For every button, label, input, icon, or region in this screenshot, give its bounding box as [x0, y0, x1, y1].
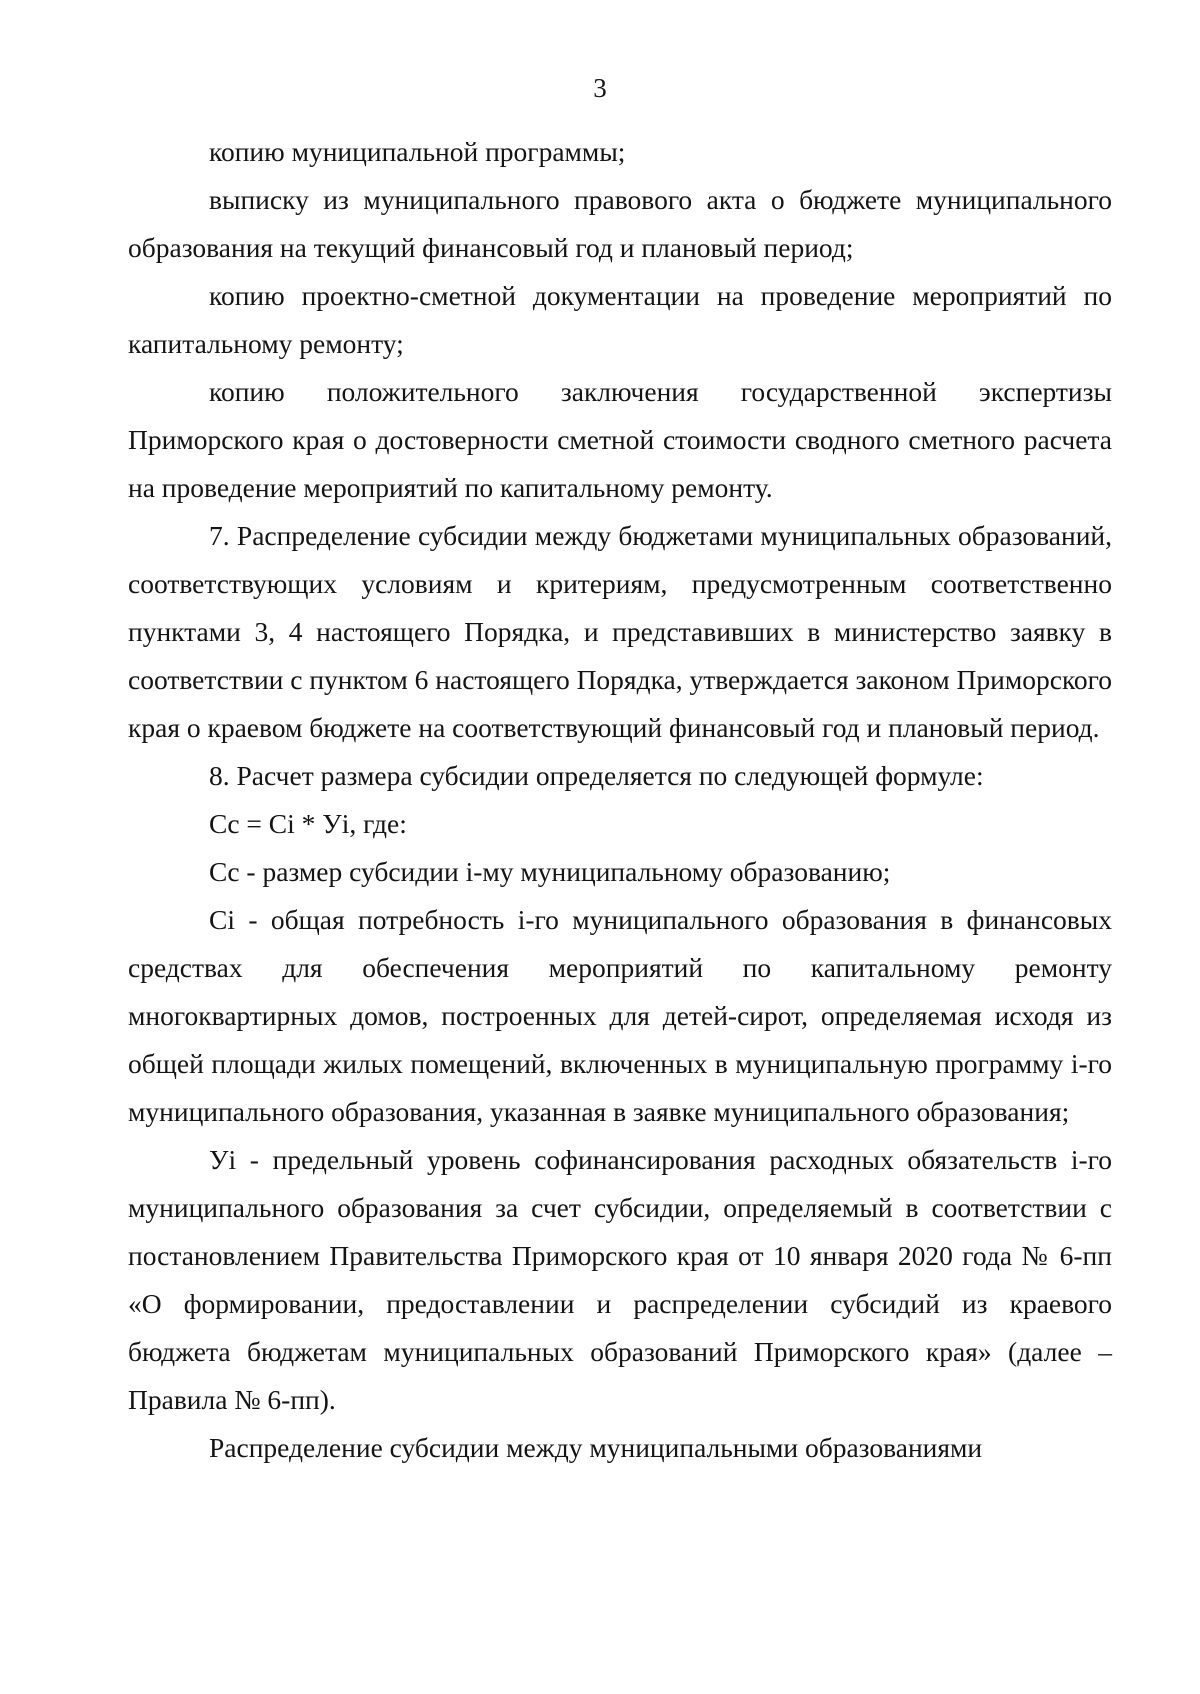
document-body: [128, 128, 1112, 1472]
page-number: 3: [593, 73, 607, 103]
definition-cc: Cc - размер субсидии i-му муниципальному образованию;: [209, 856, 891, 887]
paragraph-program-copy: копию муниципальной программы;: [209, 136, 626, 167]
paragraph-budget-extract: выписку из муниципального правового акта о бюджете муниципального образования на текущий финансовый год и плановый период;: [128, 184, 1112, 263]
definition-ci: Ci - общая потребность i-го муниципального образования в финансовых средствах для обеспечения мероприятий по капитальному ремонту многоквартирных домов, построенных для детей-сирот, определяемая исходя из общей площади жилых помещений, включенных в муниципальную программу i-го муниципального образования, указанная в заявке муниципального образования;: [128, 904, 1112, 1127]
definition-yi: Уi - предельный уровень софинансирования расходных обязательств i-го муниципального образования за счет субсидии, определяемый в соответствии с постановлением Правительства Приморского края от 10 января 2020 года № 6-пп «О формировании, предоставлении и распределении субсидий из краевого бюджета бюджетам муниципальных образований Приморского края» (далее – Правила № 6-пп).: [128, 1144, 1112, 1415]
paragraph-item-7: 7. Распределение субсидии между бюджетами муниципальных образований, соответствующих условиям и критериям, предусмотренным соответственно пунктами 3, 4 настоящего Порядка, и представивших в министерство заявку в соответствии с пунктом 6 настоящего Порядка, утверждается законом Приморского края о краевом бюджете на соответствующий финансовый год и плановый период.: [128, 520, 1112, 743]
paragraph-item-8: 8. Расчет размера субсидии определяется по следующей формуле:: [209, 760, 984, 791]
formula: Cc = Ci * Уi, где:: [209, 808, 407, 839]
paragraph-design-docs: копию проектно-сметной документации на проведение мероприятий по капитальному ремонту;: [128, 280, 1112, 359]
paragraph-distribution: Распределение субсидии между муниципальными образованиями: [209, 1432, 983, 1463]
paragraph-expertise-conclusion: копию положительного заключения государственной экспертизы Приморского края о достоверности сметной стоимости сводного сметного расчета на проведение мероприятий по капитальному ремонту.: [128, 376, 1112, 503]
